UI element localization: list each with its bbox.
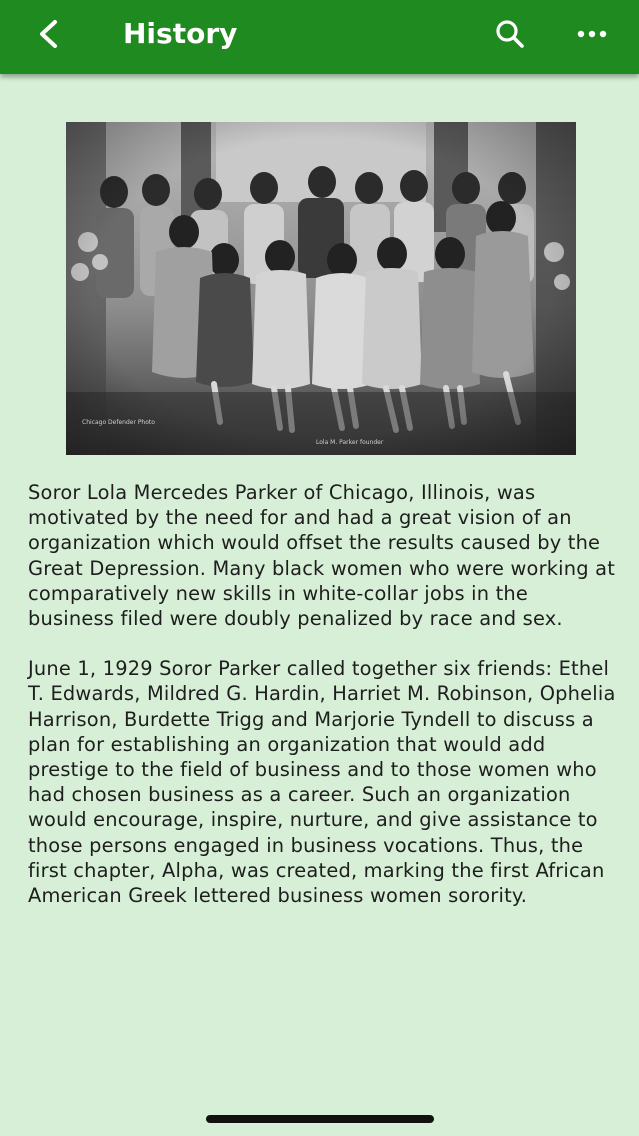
back-button[interactable]	[26, 14, 70, 54]
photo-caption-bottom: Lola M. Parker founder	[316, 439, 384, 446]
history-photo	[66, 122, 576, 455]
photo-caption-left: Chicago Defender Photo	[82, 419, 155, 426]
paragraph-founding-vision: Soror Lola Mercedes Parker of Chicago, Illinois, was motivated by the need for and had a great vision of an organization which would offset the results caused by the Great Depression. Many black women who were working at comparatively new skills in white-collar jobs in the business filed were doubly penalized by race and sex.	[28, 481, 615, 631]
search-button[interactable]	[488, 12, 532, 56]
more-horizontal-icon	[576, 28, 608, 40]
page-title: History	[123, 17, 238, 50]
paragraph-alpha-chapter: June 1, 1929 Soror Parker called together six friends: Ethel T. Edwards, Mildred G. Hardin, Harriet M. Robinson, Ophelia Harrison, Burdette Trigg and Marjorie Tyndell to discuss a plan for establishing an organization that would add prestige to the field of business and to those women who had chosen business as a career. Such an organization would encourage, inspire, nurture, and give assistance to those persons engaged in business vocations. Thus, the first chapter, Alpha, was created, marking the first African American Greek lettered business women sorority.	[28, 657, 616, 908]
history-content	[28, 480, 618, 933]
more-options-button[interactable]	[570, 12, 614, 56]
app-bar	[0, 0, 639, 74]
search-icon	[494, 18, 526, 50]
home-indicator[interactable]	[206, 1115, 434, 1123]
chevron-left-icon	[36, 18, 60, 50]
group-photo-image	[66, 122, 576, 455]
